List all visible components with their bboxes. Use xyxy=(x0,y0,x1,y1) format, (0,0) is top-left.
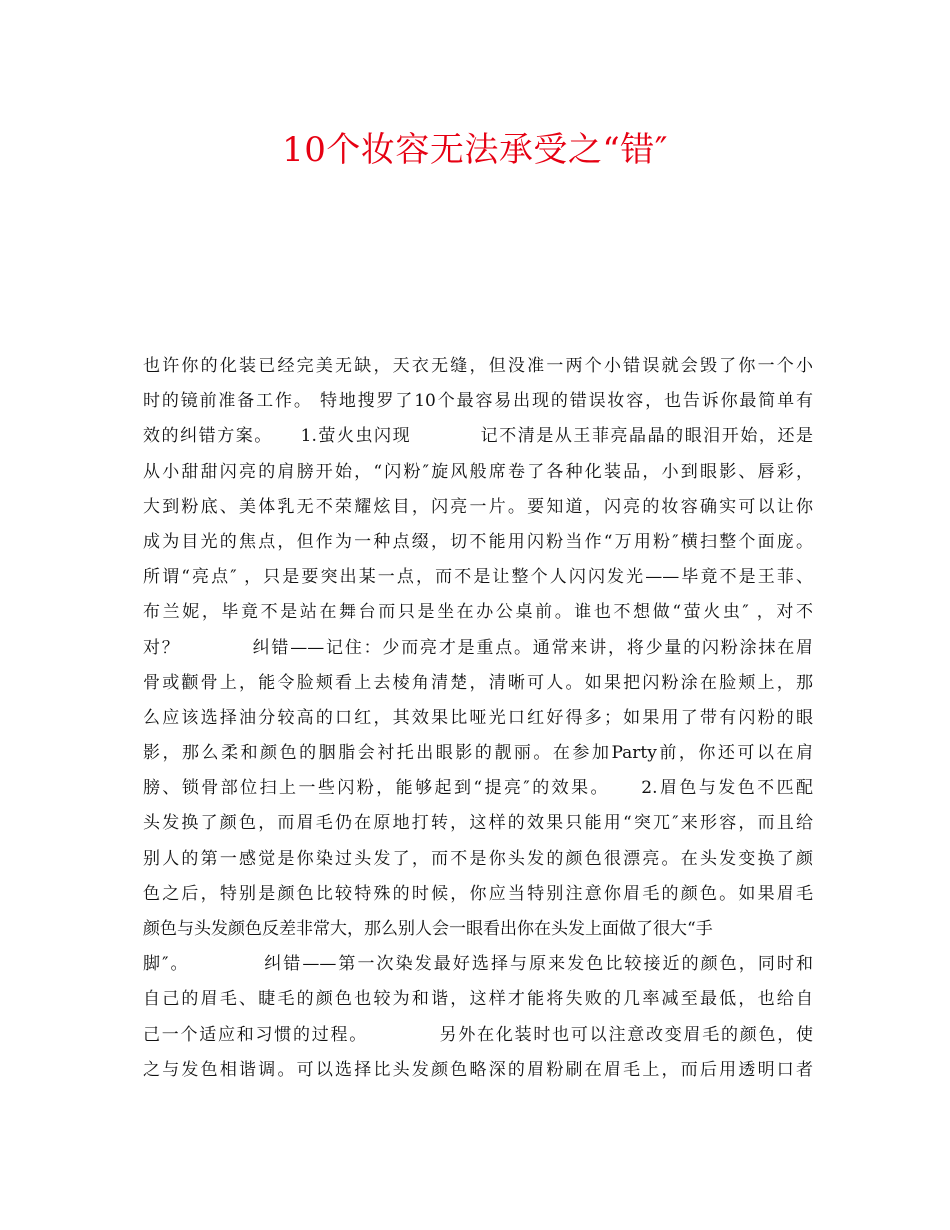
body-line: 也许你的化装已经完美无缺，天衣无缝，但没准一两个小错误就会毁了你一个小 xyxy=(143,356,813,376)
body-line: 对？ 纠错——记住：少而亮才是重点。通常来讲，将少量的闪粉涂抹在眉 xyxy=(143,637,813,658)
body-line: 布兰妮，毕竟不是站在舞台而只是坐在办公桌前。谁也不想做“萤火虫″ ，对不 xyxy=(143,602,813,623)
body-line: 大到粉底、美体乳无不荣耀炫目，闪亮一片。要知道，闪亮的妆容确实可以让你 xyxy=(143,496,813,517)
body-line: 么应该选择油分较高的口红，其效果比哑光口红好得多；如果用了带有闪粉的眼 xyxy=(143,707,813,728)
body-line: 之与发色相谐调。可以选择比头发颜色略深的眉粉刷在眉毛上，而后用透明口者 xyxy=(143,1059,813,1080)
body-line: 时的镜前准备工作。 特地搜罗了10个最容易出现的错误妆容，也告诉你最简单有 xyxy=(143,391,813,412)
body-line: 所谓“亮点″ ，只是要突出某一点，而不是让整个人闪闪发光——毕竟不是王菲、 xyxy=(143,567,813,588)
document-body xyxy=(143,349,813,1088)
body-line: 从小甜甜闪亮的肩膀开始，“闪粉″旋风般席卷了各种化装品，小到眼影、唇彩， xyxy=(143,461,813,482)
body-line: 头发换了颜色，而眉毛仍在原地打转，这样的效果只能用“突兀″来形容，而且给 xyxy=(143,813,813,834)
body-line: 成为目光的焦点，但作为一种点缀，切不能用闪粉当作“万用粉″横扫整个面庞。 xyxy=(143,531,813,552)
body-line: 别人的第一感觉是你染过头发了，而不是你头发的颜色很漂亮。在头发变换了颜 xyxy=(143,848,813,869)
body-line: 色之后，特别是颜色比较特殊的时候，你应当特别注意你眉毛的颜色。如果眉毛 xyxy=(143,883,813,904)
body-line: 颜色与头发颜色反差非常大，那么别人会一眼看出你在头发上面做了很大“手 xyxy=(143,919,713,939)
body-line: 影，那么柔和颜色的胭脂会衬托出眼影的靓丽。在参加Party前，你还可以在肩 xyxy=(143,743,813,764)
body-line: 效的纠错方案。 1.萤火虫闪现 记不清是从王菲亮晶晶的眼泪开始，还是 xyxy=(143,426,813,447)
body-line: 自己的眉毛、睫毛的颜色也较为和谐，这样才能将失败的几率减至最低，也给自 xyxy=(143,989,813,1010)
body-line: 己一个适应和习惯的过程。 另外在化装时也可以注意改变眉毛的颜色，使 xyxy=(143,1024,813,1045)
document-title: 10个妆容无法承受之“错″ xyxy=(282,130,668,170)
body-line: 脚″。 纠错——第一次染发最好选择与原来发色比较接近的颜色，同时和 xyxy=(143,954,813,975)
body-line: 骨或颧骨上，能令脸颊看上去棱角清楚，清晰可人。如果把闪粉涂在脸颊上，那 xyxy=(143,672,813,693)
body-line: 膀、锁骨部位扫上一些闪粉，能够起到“提亮″的效果。 2.眉色与发色不匹配 xyxy=(143,778,813,799)
